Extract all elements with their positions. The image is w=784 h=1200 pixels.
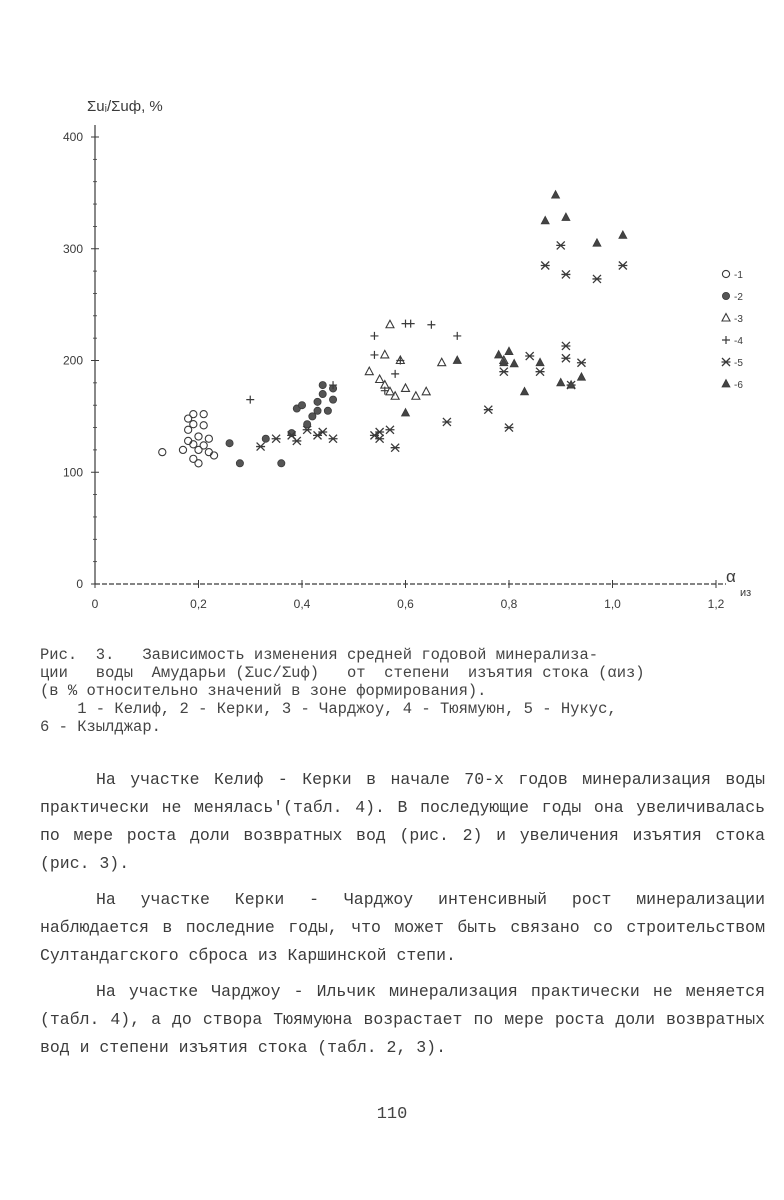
data-point: [370, 332, 378, 340]
y-tick-label: 200: [62, 353, 83, 368]
data-point: [391, 444, 400, 452]
data-point: [402, 409, 410, 417]
data-point: [185, 437, 192, 444]
data-point: [309, 413, 316, 420]
data-point: [319, 381, 326, 388]
data-point: [541, 262, 550, 270]
data-point: [272, 435, 281, 443]
y-tick-label: 300: [62, 241, 83, 256]
data-point: [375, 428, 384, 436]
data-point: [505, 424, 514, 432]
data-point: [499, 368, 508, 376]
legend-label: -4: [734, 336, 743, 347]
legend-label: -3: [734, 314, 743, 325]
y-tick-label: 0: [76, 577, 83, 591]
data-point: [541, 216, 549, 224]
y-axis-label: Σuᵢ/Σuф, %: [87, 98, 163, 115]
data-point: [557, 378, 565, 386]
data-point: [324, 407, 331, 414]
figure-caption: [40, 646, 755, 736]
legend-label: -5: [734, 358, 743, 369]
caption-line: (в % относительно значений в зоне формирования).: [40, 682, 487, 700]
data-point: [412, 392, 420, 400]
data-point: [210, 452, 217, 459]
data-point: [386, 320, 394, 328]
data-point: [422, 387, 430, 395]
data-point: [329, 396, 336, 403]
data-point: [442, 418, 451, 426]
data-point: [561, 270, 570, 278]
data-point: [391, 370, 399, 378]
data-point: [256, 443, 265, 451]
data-point: [179, 446, 186, 453]
legend-label: -6: [734, 380, 743, 391]
x-tick-label: 0,4: [293, 597, 311, 611]
data-point: [314, 398, 321, 405]
body-text: [40, 766, 765, 1070]
legend-marker: [722, 270, 729, 277]
data-point: [385, 426, 394, 434]
data-point: [521, 387, 529, 395]
data-point: [510, 359, 518, 367]
data-point: [205, 449, 212, 456]
data-point: [292, 437, 301, 445]
data-point: [593, 239, 601, 247]
data-point: [190, 411, 197, 418]
data-point: [561, 354, 570, 362]
data-point: [619, 231, 627, 239]
data-point: [381, 350, 389, 358]
data-point: [495, 350, 503, 358]
data-point: [278, 460, 285, 467]
data-point: [402, 384, 410, 392]
data-point: [376, 375, 384, 383]
x-tick-label: 1,2: [707, 597, 725, 611]
data-point: [370, 351, 378, 359]
data-point: [556, 241, 565, 249]
data-point: [453, 356, 461, 364]
data-point: [561, 342, 570, 350]
paragraph: На участке Керки - Чарджоу интенсивный рост минерализации наблюдается в последние годы, что может быть связано со строительством Султандагского сброса из Каршинской степи.: [40, 890, 765, 965]
legend-marker: [722, 292, 729, 299]
legend-marker: [722, 380, 730, 388]
legend-marker: [722, 336, 730, 344]
legend-label: -1: [734, 270, 743, 281]
chart-marks: [159, 191, 628, 467]
data-point: [329, 435, 338, 443]
data-point: [190, 421, 197, 428]
data-point: [200, 442, 207, 449]
data-point: [536, 368, 545, 376]
x-tick-label: 1,0: [604, 597, 621, 611]
data-point: [159, 449, 166, 456]
data-point: [552, 191, 560, 199]
data-point: [505, 347, 513, 355]
data-point: [226, 440, 233, 447]
data-point: [618, 262, 627, 270]
chart-legend: [722, 270, 744, 391]
data-point: [195, 460, 202, 467]
legend-marker: [722, 314, 730, 322]
legend-label: -2: [734, 292, 743, 303]
data-point: [195, 433, 202, 440]
data-point: [562, 213, 570, 221]
data-point: [319, 390, 326, 397]
data-point: [525, 352, 534, 360]
chart-axes: [63, 98, 751, 611]
data-point: [365, 367, 373, 375]
x-tick-label: 0: [91, 597, 99, 611]
x-tick-label: 0,8: [500, 597, 518, 611]
x-axis-label-subscript: из: [740, 587, 752, 599]
paragraph: На участке Келиф - Керки в начале 70-х годов минерализация воды практически не менялась'(табл. 4). В последующие годы она увеличивалась по мере роста доли возвратных вод (рис. 2) и увеличения изъятия стока (рис. 3).: [40, 770, 765, 873]
caption-line: Рис. 3. Зависимость изменения средней годовой минерализа-: [40, 646, 599, 664]
x-tick-label: 0,6: [397, 597, 414, 611]
paragraph: На участке Чарджоу - Ильчик минерализация практически не меняется (табл. 4), а до створа Тюямуюна возрастает по мере роста доли возвратных вод и степени изъятия стока (табл. 2, 3).: [40, 982, 765, 1057]
data-point: [205, 435, 212, 442]
data-point: [262, 435, 269, 442]
data-point: [592, 275, 601, 283]
data-point: [536, 358, 544, 366]
data-point: [200, 411, 207, 418]
data-point: [314, 407, 321, 414]
caption-line: 1 - Келиф, 2 - Керки, 3 - Чарджоу, 4 - Тюямуюн, 5 - Нукус,: [40, 700, 617, 718]
data-point: [577, 359, 586, 367]
data-point: [407, 320, 415, 328]
data-point: [577, 373, 585, 381]
y-tick-label: 400: [62, 130, 83, 144]
caption-line: 6 - Кзылджар.: [40, 718, 161, 736]
caption-line: ции воды Амударьи (Σuс/Σuф) от степени изъятия стока (αиз): [40, 664, 645, 682]
x-axis-label: α: [726, 567, 736, 586]
data-point: [438, 358, 446, 366]
data-point: [200, 422, 207, 429]
data-point: [298, 402, 305, 409]
x-tick-label: 0,2: [190, 597, 207, 611]
data-point: [236, 460, 243, 467]
data-point: [484, 406, 493, 414]
data-point: [318, 428, 327, 436]
y-tick-label: 100: [62, 465, 83, 480]
data-point: [453, 332, 461, 340]
legend-marker: [722, 358, 731, 366]
data-point: [246, 396, 254, 404]
data-point: [427, 321, 435, 329]
page-number: 110: [376, 1105, 408, 1124]
